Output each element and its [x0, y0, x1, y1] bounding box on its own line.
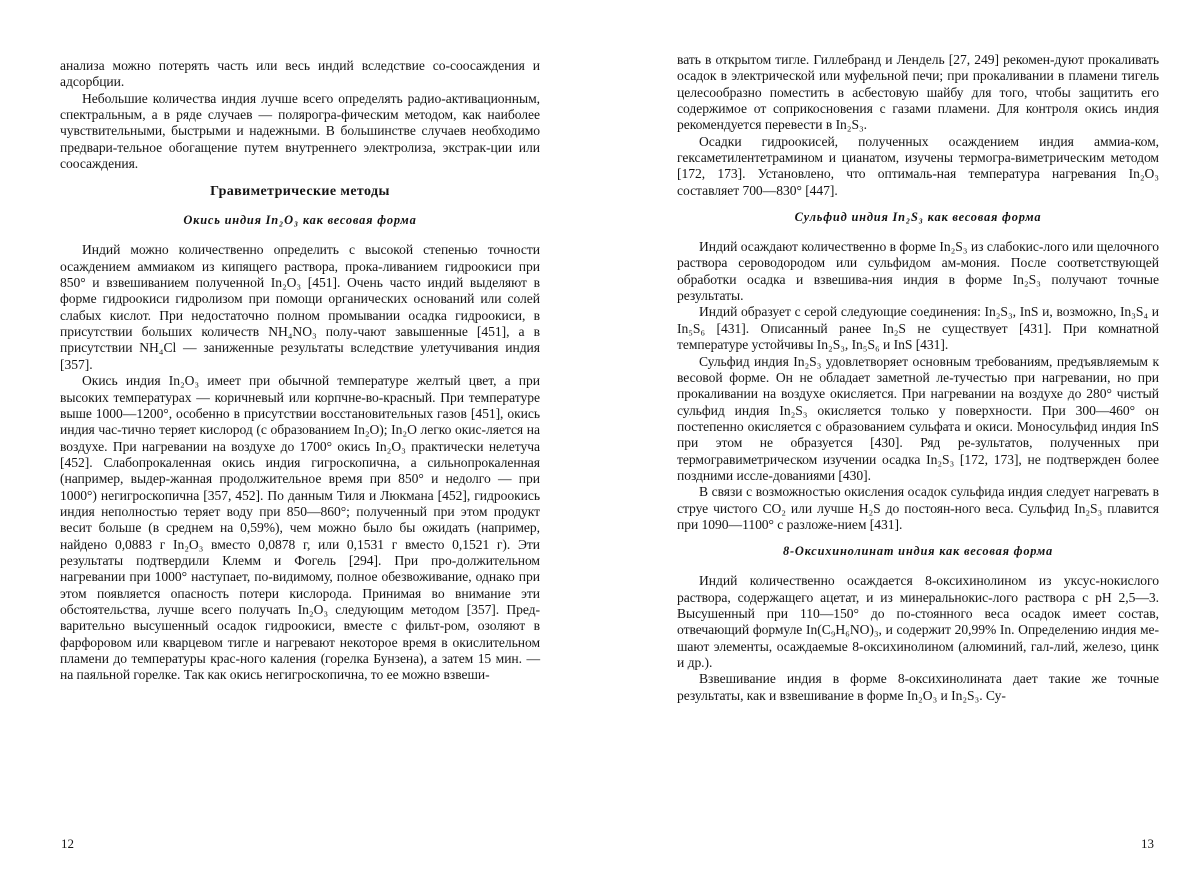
paragraph: вать в открытом тигле. Гиллебранд и Лендель [27, 249] рекомен-дуют прокаливать осадок в электрической или муфельной печи; при прокаливании в пламени тигель целесообразно поместить в асбестовую шайбу для того, чтобы защитить его содержимое от соприкосновения с газами пламени. Для контроля окись индия рекомендуется перевести в In₂S₃. — [677, 52, 1159, 133]
subheading-indium-sulfide: Сульфид индия In₂S₃ как весовая форма — [794, 210, 1042, 225]
paragraph: Небольшие количества индия лучше всего определять радио-активационным, спектральным, а в ряде случаев — полярогра-фическим методом, как наиболее чувствительными, быстрыми и надежными. В большинстве случаев необходимо предвари-тельное обогащение путем внутреннего электролиза, экстрак-ции или соосаждения. — [60, 90, 540, 172]
paragraph: Индий количественно осаждается 8-оксихинолином из уксус-нокислого раствора, содержащего ацетат, и из минеральнокис-лого раствора с pH 2,5—3. Высушенный при 110—150° до по-стоянного веса осадок имеет состав, отвечающий формуле In(C₉H₆NO)₃, и содержит 20,99% In. Определению индия ме-шают элементы, осаждаемые 8-оксихинолином (алюминий, гал-лий, железо, цинк и др.). — [677, 573, 1159, 670]
subheading-oxyquinolinate: 8-Оксихинолинат индия как весовая форма — [783, 544, 1053, 559]
paragraph: анализа можно потерять часть или весь индий вследствие со-соосаждения и адсорбции. — [60, 58, 540, 90]
right-paragraphs-bottom — [677, 573, 1159, 704]
left-paragraphs-body — [60, 242, 540, 683]
paragraph: Сульфид индия In₂S₃ удовлетворяет основным требованиям, предъявляемым к весовой форме. Он не обладает заметной ле-тучестью при нагревании, но при прокаливании на воздухе окисляется. При нагревании на воздухе до 280° чистый сульфид индия In₂S₃ окисляется только у поверхности. При 300—460° он постепенно окисляется с образованием сульфата и окиси. Моносульфид индия InS при этом не образуется [430]. Ряд ре-зультатов, полученных при термогравиметрическом изучении осадка In₂S₃ [172, 173], не подтвержден более поздними иссле-дованиями [430]. — [677, 353, 1159, 483]
paragraph: Окись индия In₂O₃ имеет при обычной температуре желтый цвет, а при высоких температурах — коричневый или корпчне-во-красный. При температуре выше 1000—1200°, особенно в присутствии восстановительных газов [451], окись индия час-тично теряет кислород (с образованием In₂O); In₂O легко окис-ляется на воздухе. При нагревании на воздухе до 1700° окись In₂O₃ практически нелетуча [452]. Слабопрокаленная окись индия гигроскопична, а сильнопрокаленная (например, выдер-жанная продолжительное время при 850° и недолго — при 1000°) негигроскопична [357, 452]. По данным Тиля и Люкмана [452], гидроокись индия неполностью теряет воду при 850—860°; полученный при этом продукт весит больше (в среднем на 0,59%), чем можно было бы ожидать (например, найдено 0,0883 г In₂O₃ вместо 0,0878 г, или 0,1531 г вместо 0,1521 г). Эти результаты подтвердили Клемм и Фогель [294]. При про-должительном нагревании при 1000° наступает, по-видимому, полное обезвоживание, однако при этом появляется опасность потери кислорода. Принимая во внимание эти обстоятельства, лучше всего получать In₂O₃ следующим методом [357]. Пред-варительно высушенный осадок гидроокиси, вместе с фильт-ром, озоляют в фарфоровом или кварцевом тигле и нагревают некоторое время в окислительном пламени до температуры крас-ного каления (горелка Бунзена), а затем 15 мин. — на паяльной горелке. Так как окись негигроскопична, то ее можно взвеши- — [60, 373, 540, 683]
left-page — [60, 58, 540, 684]
paragraph: Индий можно количественно определить с высокой степенью точности осаждением аммиаком из кипящего раствора, прока-ливанием гидроокиси при 850° и взвешиванием полученной In₂O₃ [451]. Очень часто индий выделяют в форме гидроокиси гидролизом при помощи органических оснований или солей слабых кислот. При недостаточно полном промывании осадка гидроокиси, в присутствии больших количеств NH₄NO₃ полу-чают завышенные [451], а в присутствии NH₄Cl — заниженные результаты вследствие улетучивания индия [357]. — [60, 242, 540, 372]
section-heading: Гравиметрические методы — [210, 184, 390, 200]
page-number-left: 12 — [61, 836, 74, 851]
paragraph: В связи с возможностью окисления осадок сульфида индия следует нагревать в струе чистого CO₂ или лучше H₂S до постоян-ного веса. Сульфид In₂S₃ плавится при 1090—1100° с разложе-нием [431]. — [677, 484, 1159, 532]
paragraph: Индий образует с серой следующие соединения: In₂S₃, InS и, возможно, In₃S₄ и In₅S₆ [431]. Описанный ранее In₂S не существует [431]. При комнатной температуре устойчивы In₂S₃, In₅S₆ и InS [431]. — [677, 304, 1159, 353]
page-number-right: 13 — [1141, 836, 1154, 851]
subheading-indium-oxide: Окись индия In₂O₃ как весовая форма — [183, 213, 417, 228]
right-paragraphs-mid — [677, 239, 1159, 533]
left-paragraphs-top — [60, 58, 540, 172]
right-paragraphs-top — [677, 52, 1159, 199]
paragraph: Осадки гидроокисей, полученных осаждением индия аммиа-ком, гексаметилентетрамином и цианатом, изучены термогра-виметрическим методом [172, 173]. Установлено, что оптималь-ная температура нагревания In₂O₃ составляет 700—830° [447]. — [677, 133, 1159, 198]
right-page — [677, 52, 1159, 704]
paragraph: Взвешивание индия в форме 8-оксихинолината дает такие же точные результаты, как и взвешивание в форме In₂O₃ и In₂S₃. Су- — [677, 671, 1159, 703]
paragraph: Индий осаждают количественно в форме In₂S₃ из слабокис-лого или щелочного раствора сероводородом или сульфидом ам-мония. После соответствующей обработки осадка и взвешива-ния индия в форме In₂S₃ получают точные результаты. — [677, 239, 1159, 304]
